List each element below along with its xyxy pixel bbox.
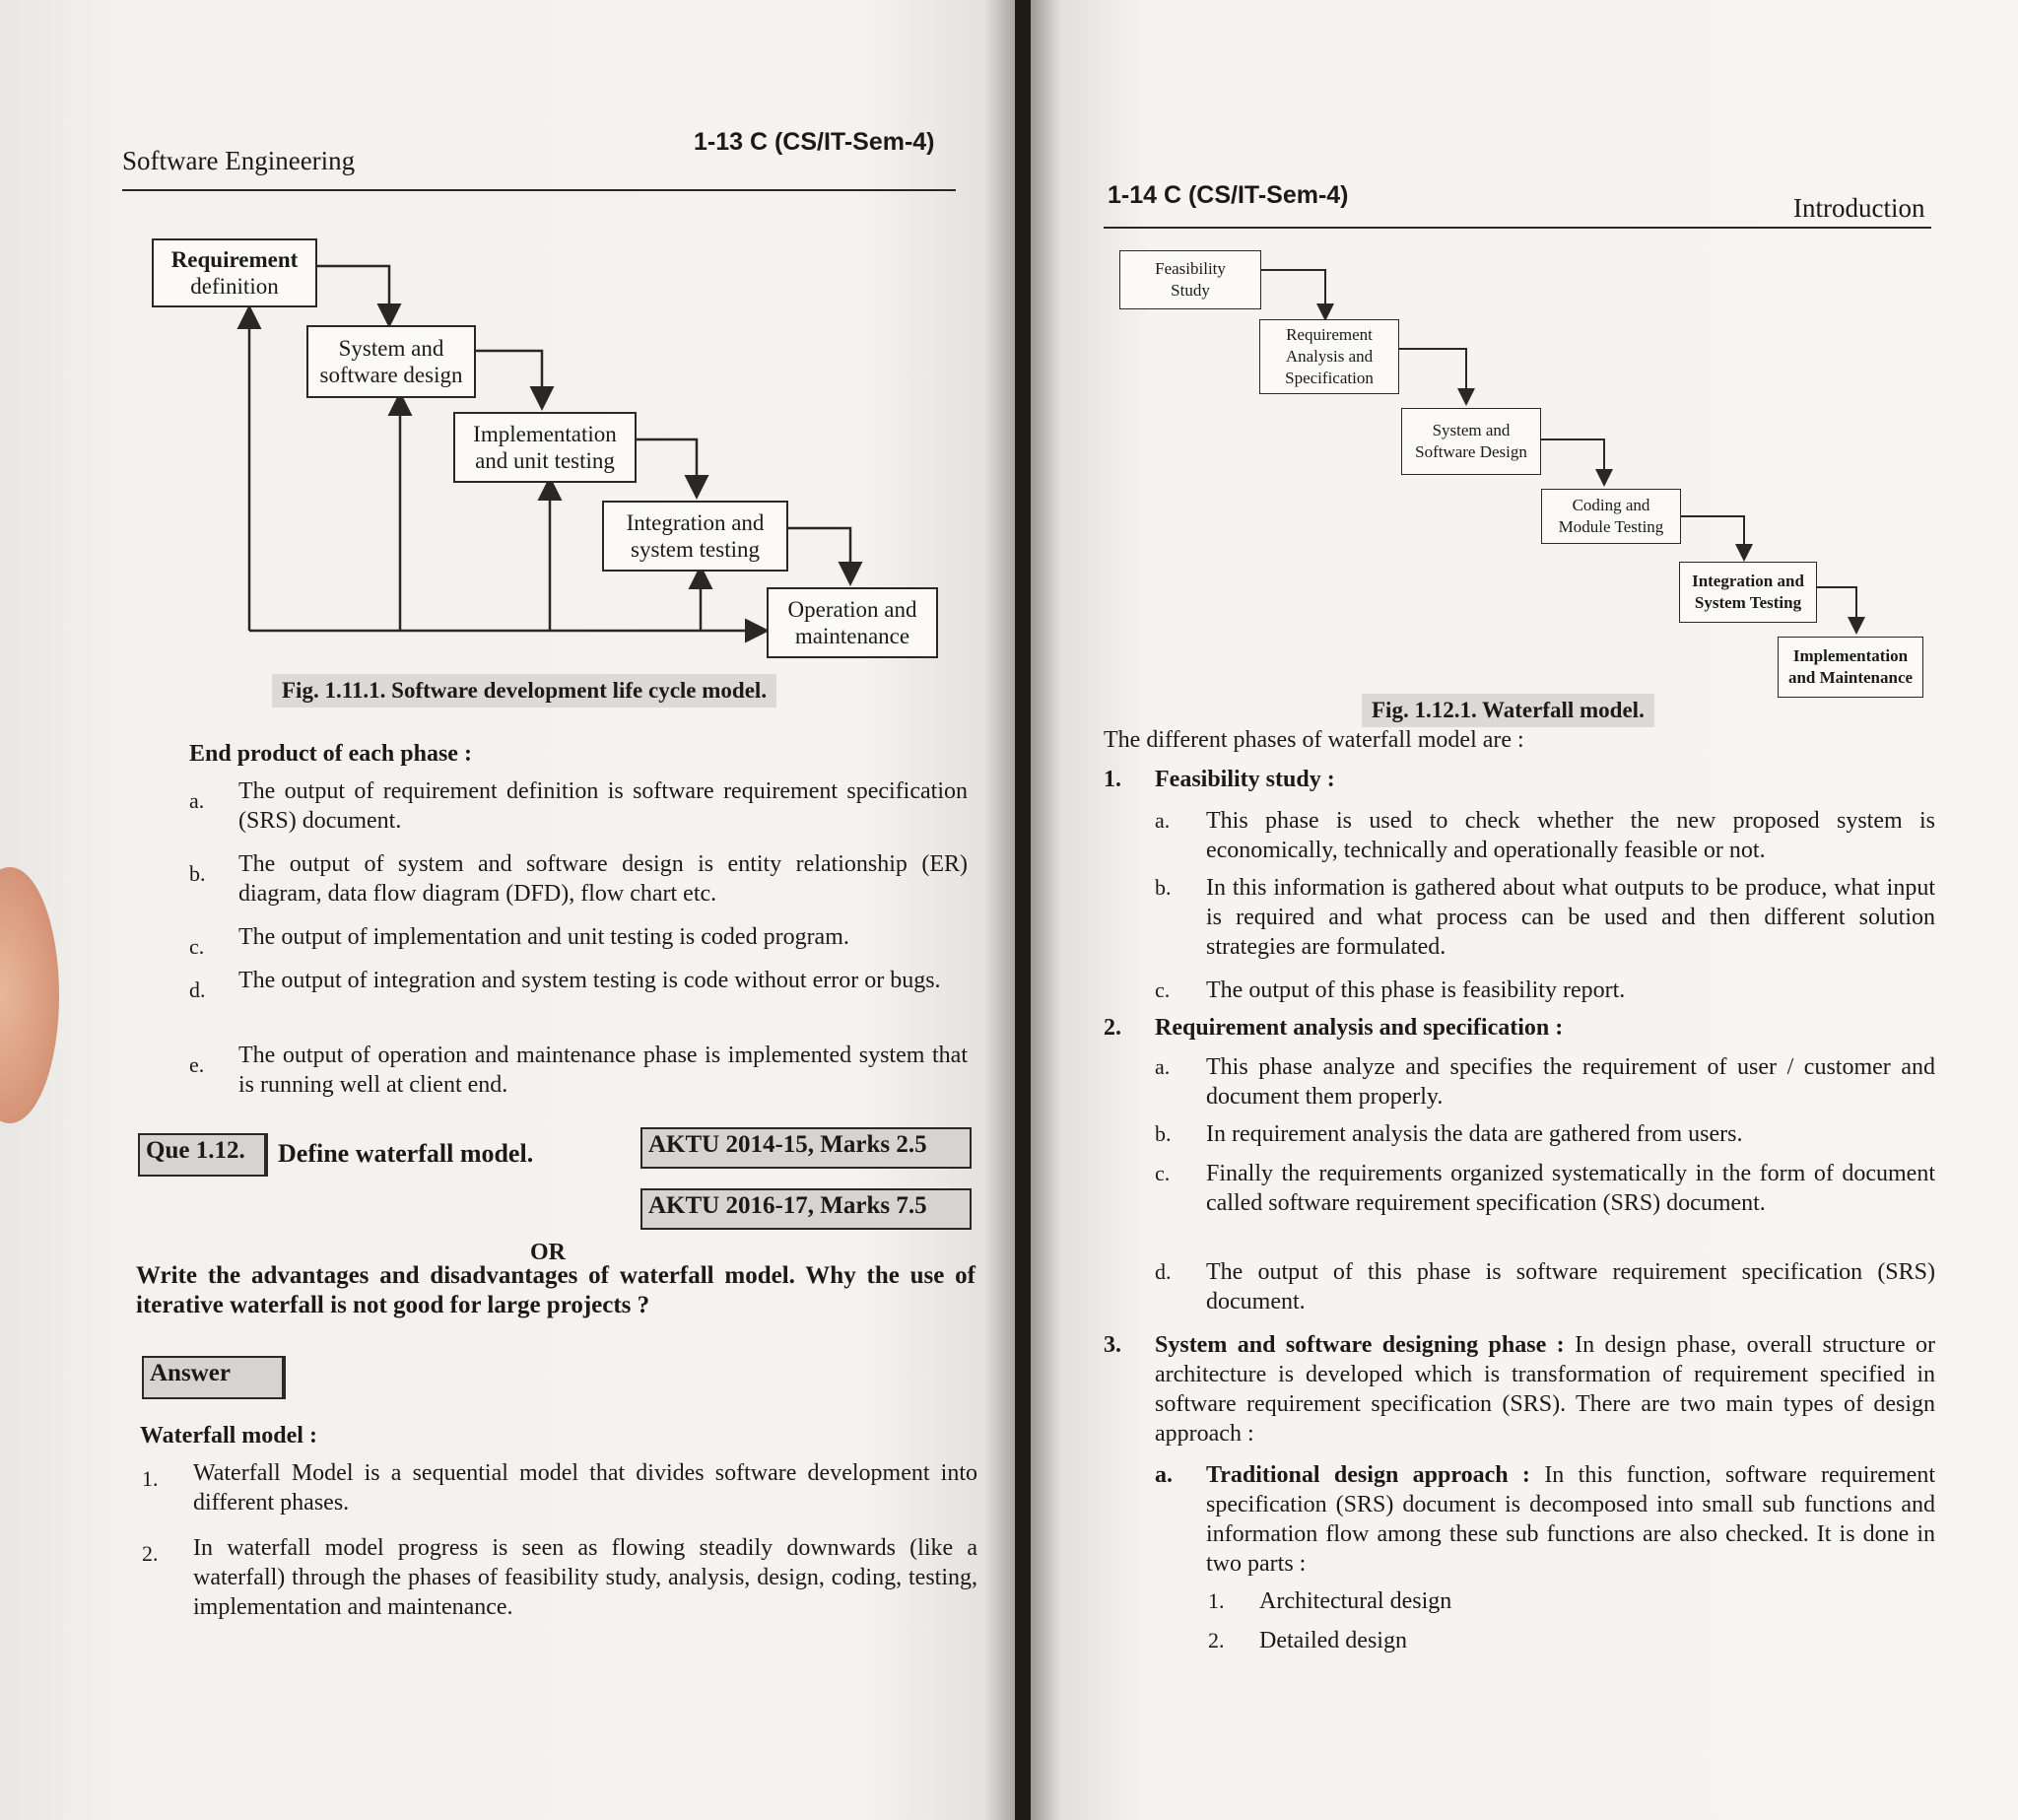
item-label: 2. — [142, 1541, 159, 1566]
section-number: 3. — [1104, 1332, 1121, 1358]
right-page — [1031, 0, 2018, 1820]
item-label: c. — [1155, 977, 1171, 1002]
box-line: Module Testing — [1558, 517, 1664, 536]
item-label: c. — [189, 934, 205, 959]
box-line: Study — [1171, 281, 1210, 300]
box-line: and unit testing — [475, 448, 615, 473]
box-line: Requirement — [170, 247, 299, 272]
requirement-item: Finally the requirements organized systematically in the form of document called software requirement specification (SRS) document. — [1206, 1161, 1935, 1216]
left-header-title: Software Engineering — [122, 146, 356, 175]
item-label: 1. — [1208, 1588, 1225, 1613]
traditional-design-paragraph — [1206, 1460, 1935, 1579]
item-label: e. — [189, 1052, 205, 1077]
waterfall-item: Waterfall Model is a sequential model that divides software development into different phases. — [193, 1460, 977, 1516]
box-line: Coding and — [1572, 496, 1650, 514]
item-label: a. — [1155, 1054, 1171, 1079]
right-header-title: Introduction — [1793, 193, 1925, 223]
box-line: System and — [338, 336, 444, 361]
sdlc-box-implementation — [453, 412, 637, 483]
item-label: b. — [189, 861, 206, 886]
section-design-paragraph — [1155, 1330, 1935, 1449]
box-line: Operation and — [787, 597, 917, 622]
requirement-item: This phase analyze and specifies the requirement of user / customer and document them properly. — [1206, 1054, 1935, 1110]
item-label: 1. — [142, 1466, 159, 1491]
box-line: and Maintenance — [1787, 668, 1914, 687]
end-product-item: The output of system and software design is entity relationship (ER) diagram, data flow diagram (DFD), flow chart etc. — [238, 851, 968, 907]
sdlc-diagram-connectors — [0, 0, 1015, 690]
box-line: Feasibility — [1155, 259, 1226, 278]
waterfall-box-implementation — [1778, 637, 1923, 698]
item-label: a. — [1155, 808, 1171, 833]
waterfall-box-coding — [1541, 489, 1681, 544]
item-label: a. — [189, 788, 205, 813]
item-label: a. — [1155, 1462, 1173, 1488]
box-line: System and — [1432, 421, 1511, 439]
waterfall-box-feasibility — [1119, 250, 1261, 309]
item-label: d. — [189, 977, 206, 1002]
end-product-item: The output of integration and system testing is code without error or bugs. — [238, 968, 941, 993]
thumb-image — [0, 867, 59, 1123]
question-followup: Write the advantages and disadvantages of waterfall model. Why the use of iterative waterfall is not good for large projects ? — [136, 1262, 975, 1318]
box-line: Implementation — [473, 422, 617, 446]
design-part: Architectural design — [1259, 1588, 1452, 1614]
answer-label: Answer — [142, 1356, 286, 1399]
box-line: Specification — [1285, 369, 1374, 387]
left-header-page-number: 1-13 C (CS/IT-Sem-4) — [694, 128, 935, 156]
item-label: b. — [1155, 875, 1172, 900]
feasibility-item: In this information is gathered about what outputs to be produce, what input is required and what process can be used and then different solution strategies are formulated. — [1206, 875, 1935, 960]
waterfall-heading: Waterfall model : — [140, 1423, 317, 1449]
item-label: d. — [1155, 1259, 1172, 1284]
end-product-item: The output of operation and maintenance phase is implemented system that is running well at client end. — [238, 1043, 968, 1098]
sdlc-box-integration — [602, 501, 788, 572]
sdlc-box-requirement-definition — [152, 238, 317, 307]
design-part: Detailed design — [1259, 1628, 1407, 1653]
box-line: Requirement — [1286, 325, 1373, 344]
end-product-item: The output of implementation and unit testing is coded program. — [238, 924, 849, 950]
or-separator: OR — [530, 1240, 566, 1265]
sdlc-box-operation — [767, 587, 938, 658]
aktu-tag-2016-17: AKTU 2016-17, Marks 7.5 — [640, 1188, 972, 1230]
feasibility-item: This phase is used to check whether the new proposed system is economically, technically and operationally feasible or not. — [1206, 808, 1935, 863]
item-label: c. — [1155, 1161, 1171, 1185]
section-title-feasibility: Feasibility study : — [1155, 767, 1335, 792]
waterfall-item: In waterfall model progress is seen as flowing steadily downwards (like a waterfall) through the phases of feasibility study, analysis, design, coding, testing, implementation and maintenance. — [193, 1535, 977, 1620]
requirement-item: The output of this phase is software requirement specification (SRS) document. — [1206, 1259, 1935, 1314]
section-design-text: In design phase, overall structure or architecture is developed which is transformation of requirement specified in software requirement specification (SRS). There are two main types of design approach : — [1155, 1332, 1936, 1447]
box-line: Analysis and — [1285, 347, 1374, 366]
sdlc-box-system-software-design — [306, 325, 476, 398]
phases-intro: The different phases of waterfall model are : — [1104, 727, 1524, 753]
box-line: Integration and — [626, 510, 765, 535]
right-header-page-number: 1-14 C (CS/IT-Sem-4) — [1108, 181, 1349, 209]
traditional-design-title: Traditional design approach : — [1206, 1462, 1530, 1488]
feasibility-item: The output of this phase is feasibility report. — [1206, 977, 1626, 1003]
question-text: Define waterfall model. — [278, 1139, 534, 1168]
box-line: Implementation — [1792, 646, 1909, 665]
aktu-tag-2014-15: AKTU 2014-15, Marks 2.5 — [640, 1127, 972, 1169]
waterfall-diagram-connectors — [1031, 0, 2018, 729]
box-line: Software Design — [1415, 442, 1527, 461]
item-label: b. — [1155, 1121, 1172, 1146]
sdlc-figure-caption: Fig. 1.11.1. Software development life cycle model. — [272, 674, 776, 708]
end-product-item: The output of requirement definition is software requirement specification (SRS) document. — [238, 778, 968, 834]
box-line: maintenance — [794, 624, 910, 648]
section-title-design: System and software designing phase : — [1155, 1332, 1565, 1358]
section-number: 1. — [1104, 767, 1121, 792]
box-line: System Testing — [1694, 593, 1802, 612]
waterfall-box-design — [1401, 408, 1541, 475]
end-product-heading: End product of each phase : — [189, 741, 472, 767]
requirement-item: In requirement analysis the data are gathered from users. — [1206, 1121, 1743, 1147]
traditional-design-text: In this function, software requirement specification (SRS) document is decomposed into small sub functions and information flow among these sub functions are also checked. It is done in two parts : — [1206, 1462, 1935, 1577]
waterfall-figure-caption: Fig. 1.12.1. Waterfall model. — [1362, 694, 1654, 727]
section-title-requirement: Requirement analysis and specification : — [1155, 1015, 1564, 1041]
box-line: Integration and — [1692, 572, 1804, 590]
box-line: system testing — [631, 537, 760, 562]
item-label: 2. — [1208, 1628, 1225, 1652]
box-line: definition — [190, 274, 279, 299]
box-line: software design — [319, 363, 463, 387]
waterfall-box-integration — [1679, 562, 1817, 623]
question-label: Que 1.12. — [138, 1133, 268, 1177]
section-number: 2. — [1104, 1015, 1121, 1041]
waterfall-box-requirement — [1259, 319, 1399, 394]
